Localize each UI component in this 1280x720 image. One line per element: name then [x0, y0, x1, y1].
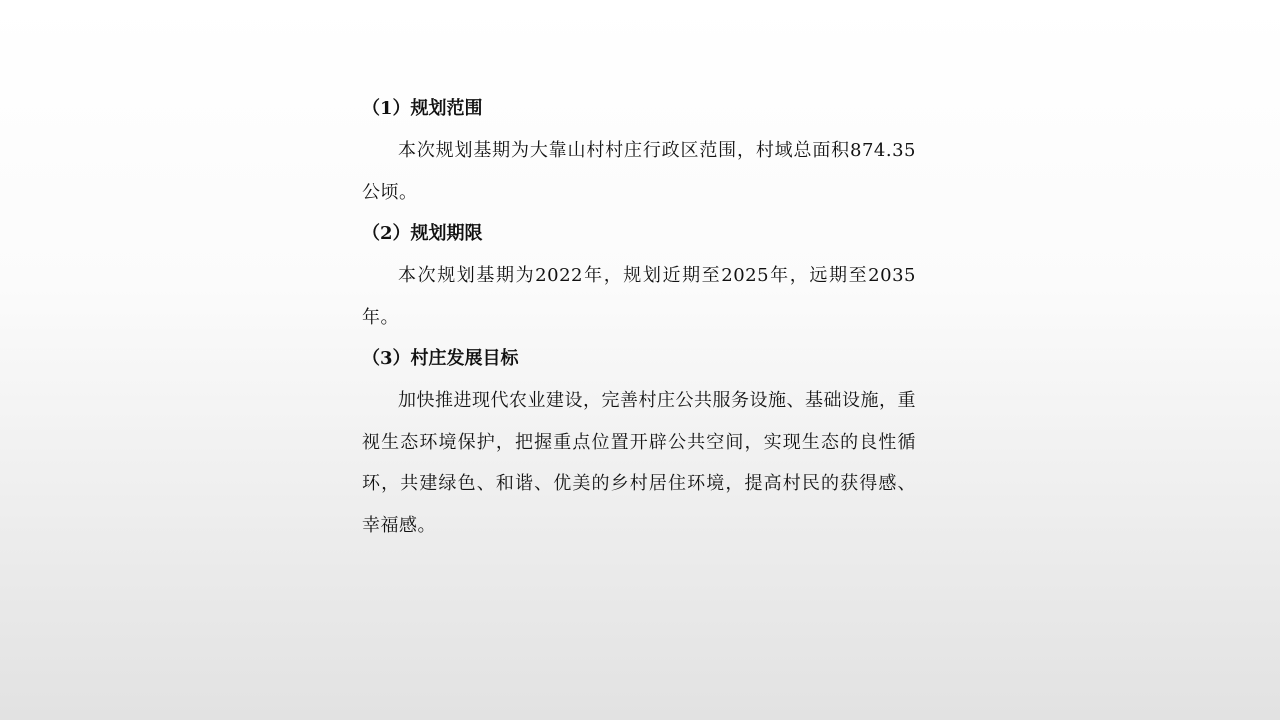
- document-content: [362, 88, 916, 546]
- section-body-planning-period: 本次规划基期为2022年，规划近期至2025年，远期至2035年。: [362, 265, 916, 328]
- section-body-development-goals: 加快推进现代农业建设，完善村庄公共服务设施、基础设施，重视生态环境保护，把握重点位置开辟公共空间，实现生态的良性循环，共建绿色、和谐、优美的乡村居住环境，提高村民的获得感、幸福感。: [362, 390, 916, 536]
- section-body-planning-scope: 本次规划基期为大靠山村村庄行政区范围，村域总面积874.35公顷。: [362, 140, 916, 203]
- section-heading-planning-scope: （1）规划范围: [362, 98, 483, 119]
- section-heading-planning-period: （2）规划期限: [362, 223, 483, 244]
- section-heading-development-goals: （3）村庄发展目标: [362, 348, 519, 369]
